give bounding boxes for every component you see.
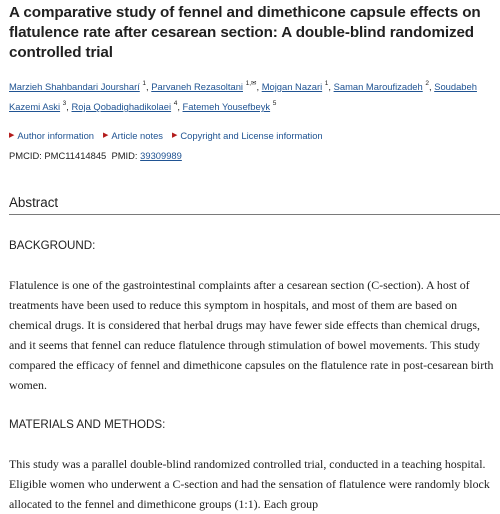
abstract-heading: Abstract xyxy=(9,194,500,215)
author-link[interactable]: Roja Qobadighadikolaei xyxy=(71,101,172,112)
affiliation-marker: 4 xyxy=(173,100,178,107)
author-information-toggle[interactable] xyxy=(9,129,94,143)
article-page xyxy=(9,0,500,514)
author-link[interactable]: Fatemeh Yousefbeyk xyxy=(182,101,271,112)
toggle-label: Author information xyxy=(17,130,94,141)
author-link[interactable]: Marzieh Shahbandari Joursharí xyxy=(9,81,140,92)
pmid-link[interactable]: 39309989 xyxy=(140,150,182,161)
author-link[interactable]: Mojgan Nazari xyxy=(261,81,323,92)
article-title: A comparative study of fennel and dimethicone capsule effects on flatulence rate after cesarean section: A double-blind randomized controlled trial xyxy=(9,4,481,61)
author-link[interactable]: Parvaneh Rezasoltani xyxy=(151,81,243,92)
triangle-right-icon: ▶ xyxy=(9,132,15,139)
methods-label: MATERIALS AND METHODS: xyxy=(9,417,166,431)
author-link[interactable]: Soudabeh Kazemi Aski xyxy=(9,81,477,112)
author-link[interactable]: Saman Maroufizadeh xyxy=(333,81,423,92)
triangle-right-icon: ▶ xyxy=(171,132,178,139)
background-label: BACKGROUND: xyxy=(9,239,96,252)
affiliation-marker: 3 xyxy=(62,100,67,107)
toggle-label: Article notes xyxy=(111,130,163,141)
copyright-license-toggle[interactable] xyxy=(172,129,323,143)
triangle-right-icon: ▶ xyxy=(103,132,109,139)
pmid-label: PMID: xyxy=(111,150,138,161)
affiliation-marker: 1 xyxy=(324,80,329,87)
affiliation-marker: 1,✉ xyxy=(245,80,257,87)
article-notes-toggle[interactable] xyxy=(103,129,163,143)
background-paragraph: Flatulence is one of the gastrointestinal complaints after a cesarean section (C-section). A host of treatments have been used to reduce this symptom in hospitals, and most of them are based on chemical drugs. It is considered that herbal drugs may have fewer side effects than chemical drugs, and it seems that fennel can reduce flatulence through stimulation of bowel movements. This study compared the efficacy of fennel and dimethicone capsules on the flatulence rate in post-cesarean birth women. xyxy=(9,278,494,393)
affiliation-marker: 1 xyxy=(142,80,147,87)
toggle-label: Copyright and License information xyxy=(180,130,323,141)
author-list: Marzieh Shahbandari Joursharí $^1$, Parvaneh Rezasoltani $^{1,✉}$, Mojgan Nazari $^1$, Saman Maroufizadeh $^2$, Soudabeh Kazemi Aski $^3$, Roja Qobadighadikolaei $^4$, Fatemeh Yousefbeyk $^5$ xyxy=(9,80,477,112)
pmcid: PMCID: PMC11414845 xyxy=(9,150,107,161)
affiliation-marker: 2 xyxy=(425,80,429,87)
affiliation-marker: 5 xyxy=(272,100,277,107)
article-info-toggles xyxy=(9,129,500,143)
article-identifiers xyxy=(9,149,500,163)
methods-paragraph: This study was a parallel double-blind randomized controlled trial, conducted in a teaching hospital. Eligible women who underwent a C-section and had the sensation of flatulence were randomly block allocated to the fennel and dimethicone groups (1:1). Each group xyxy=(9,456,490,511)
